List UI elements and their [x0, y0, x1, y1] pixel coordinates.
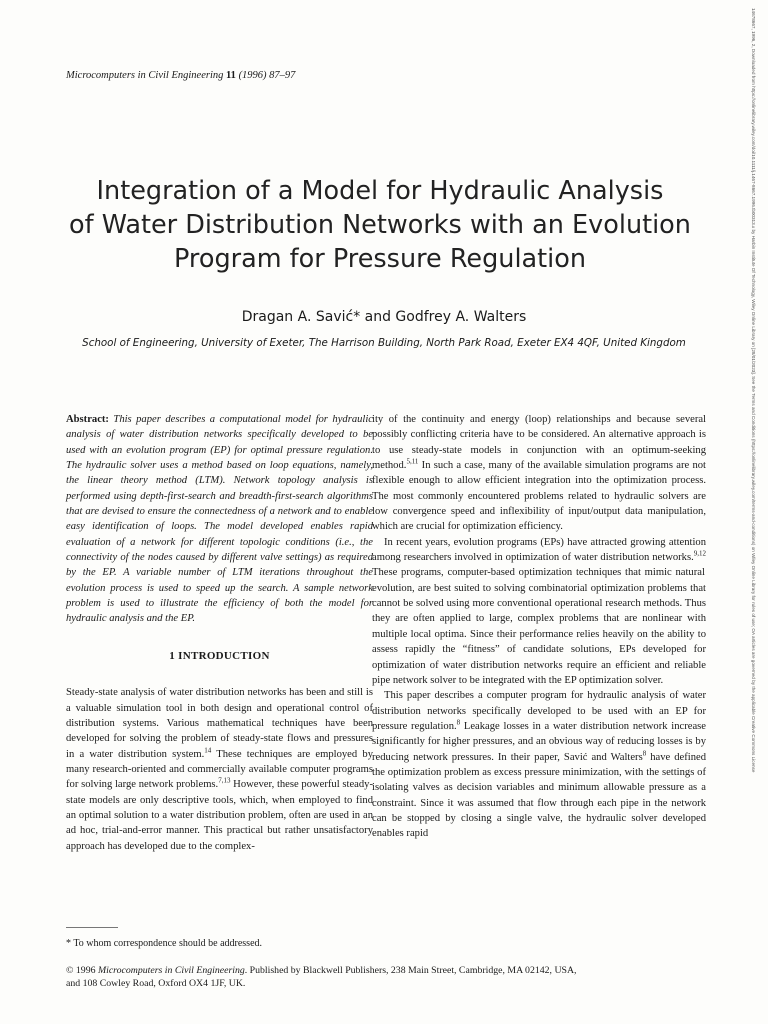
copyright-journal: Microcomputers in Civil Engineering [97, 965, 245, 976]
left-column [66, 412, 373, 854]
title-line-1: Integration of a Model for Hydraulic Analysis [96, 176, 664, 206]
download-notice-text: 14678667, 1996, 2, Downloaded from https://onlinelibrary.wiley.com/doi/10.1111/j.1467-8667.1996.tb00313.x by Harbin Institute Of Technology, Wiley Online Library on [28/01/2023]. See the Terms and Conditions (https://onlinelibrary.wiley.com/terms-and-conditions) on Wiley Online Library for rules of use; OA articles are governed by the applicable Creative Commons License [751, 8, 756, 773]
copyright-notice: © 1996 Microcomputers in Civil Engineering. Published by Blackwell Publishers, 238 Main Street, Cambridge, MA 02142, USA, and 108 Cowley Road, Oxford OX4 1JF, UK. [66, 965, 577, 989]
right-paragraph-2: In recent years, evolution programs (EPs) have attracted growing attention among researchers involved in optimization of water distribution networks.$^{9,12}$ These programs, computer-based optimization techniques that mimic natural evolution, are best suited to solving combinatorial optimization problems that cannot be solved using more conventional operational research methods. Thus they are often applied to large, complex problems that are nonlinear with multiple local optima. Since their performance relies heavily on the ability to assess rapidly the “fitness” of candidate solutions, EPs developed for optimization of water distribution networks require an efficient and reliable pipe network solver to be integrated with the EP optimization solver. [372, 536, 706, 686]
reference-superscript: 9,12 [693, 549, 706, 558]
authors: Dragan A. Savić* and Godfrey A. Walters [241, 309, 527, 325]
footnote-divider [66, 927, 118, 928]
abstract [66, 412, 373, 627]
right-paragraph-3: This paper describes a computer program for hydraulic analysis of water distribution networks specifically developed to be used with an EP for pressure regulation.$^8$ Leakage losses in a water distribution network increase significantly for higher pressures, and an obvious way of reducing losses is by reducing network pressures. In their paper, Savić and Walters$^8$ have defined the optimization problem as excess pressure minimization, with the settings of isolating valves as decision variables and minimum allowable pressure as a constraint. Since it was assumed that flow through each pipe in the network can be stopped by closing a single valve, the hydraulic solver developed enables rapid [372, 690, 706, 840]
reference-superscript: 7,13 [218, 776, 231, 785]
download-side-banner [744, 8, 756, 1018]
right-paragraph-1: ity of the continuity and energy (loop) relationships and because several possibly conflicting criteria have to be considered. An alternative approach is to use steady-state models in conjunction with an optimum-seeking method.$^{5,11}$ In such a case, many of the available simulation programs are not flexible enough to allow efficient integration into the optimization process. The most commonly encountered problems related to hydraulic solvers are low convergence speed and inflexibility of input/output data manipulation, which are crucial for optimization efficiency. [372, 414, 706, 533]
journal-year-pages: (1996) 87–97 [238, 70, 296, 81]
journal-name: Microcomputers in Civil Engineering [66, 70, 224, 81]
footnote: * To whom correspondence should be addressed. [66, 938, 263, 949]
reference-superscript: 5,11 [406, 457, 419, 466]
title-line-2: of Water Distribution Networks with an Evolution [69, 210, 691, 240]
reference-superscript: 14 [204, 746, 212, 754]
title-line-3: Program for Pressure Regulation [173, 244, 587, 274]
intro-paragraph-1: Steady-state analysis of water distribution networks has been and still is a valuable simulation tool in both design and operational control of distribution systems. Various mathematical techniques have been developed for solving the problem of steady-state flows and pressures in a water distribution system.$^{14}$ These techniques are employed by many research-oriented and commercially available computer programs for solving large network problems.$^{7,13}$ However, these powerful steady-state models are only descriptive tools, which, when employed to find an optimal solution to a water distribution problem, often are used in an ad hoc, trial-and-error manner. This practical but rather unsatisfactory approach has developed due to the complex- [66, 687, 373, 852]
journal-citation [66, 70, 295, 81]
abstract-text: This paper describes a computational model for hydraulic analysis of water distribution networks specifically developed to be used with an evolution program (EP) for optimal pressure regulation. The hydraulic solver uses a method based on loop equations, namely, the linear theory method (LTM). Network topology analysis is performed using depth-first-search and breadth-first-search algorithms that are devised to ensure the connectedness of a network and to enable easy identification of loops. The model developed enables rapid evaluation of a network for different topologic conditions (i.e., the connectivity of the nodes caused by different valve settings) as required by the EP. A variable number of LTM iterations throughout the evolution process is used to speed up the search. A sample network problem is used to illustrate the efficiency of both the model for hydraulic analysis and the EP. [66, 414, 373, 625]
journal-volume: 11 [226, 70, 236, 81]
paper-title [40, 174, 720, 276]
section-heading-introduction: 1 INTRODUCTION [169, 649, 270, 662]
affiliation: School of Engineering, University of Exeter, The Harrison Building, North Park Road, Exeter EX4 4QF, United Kingdom [82, 337, 686, 349]
abstract-label: Abstract: [66, 414, 109, 425]
reference-superscript: 8 [642, 749, 647, 758]
right-column [372, 412, 706, 842]
reference-superscript: 8 [456, 718, 461, 727]
